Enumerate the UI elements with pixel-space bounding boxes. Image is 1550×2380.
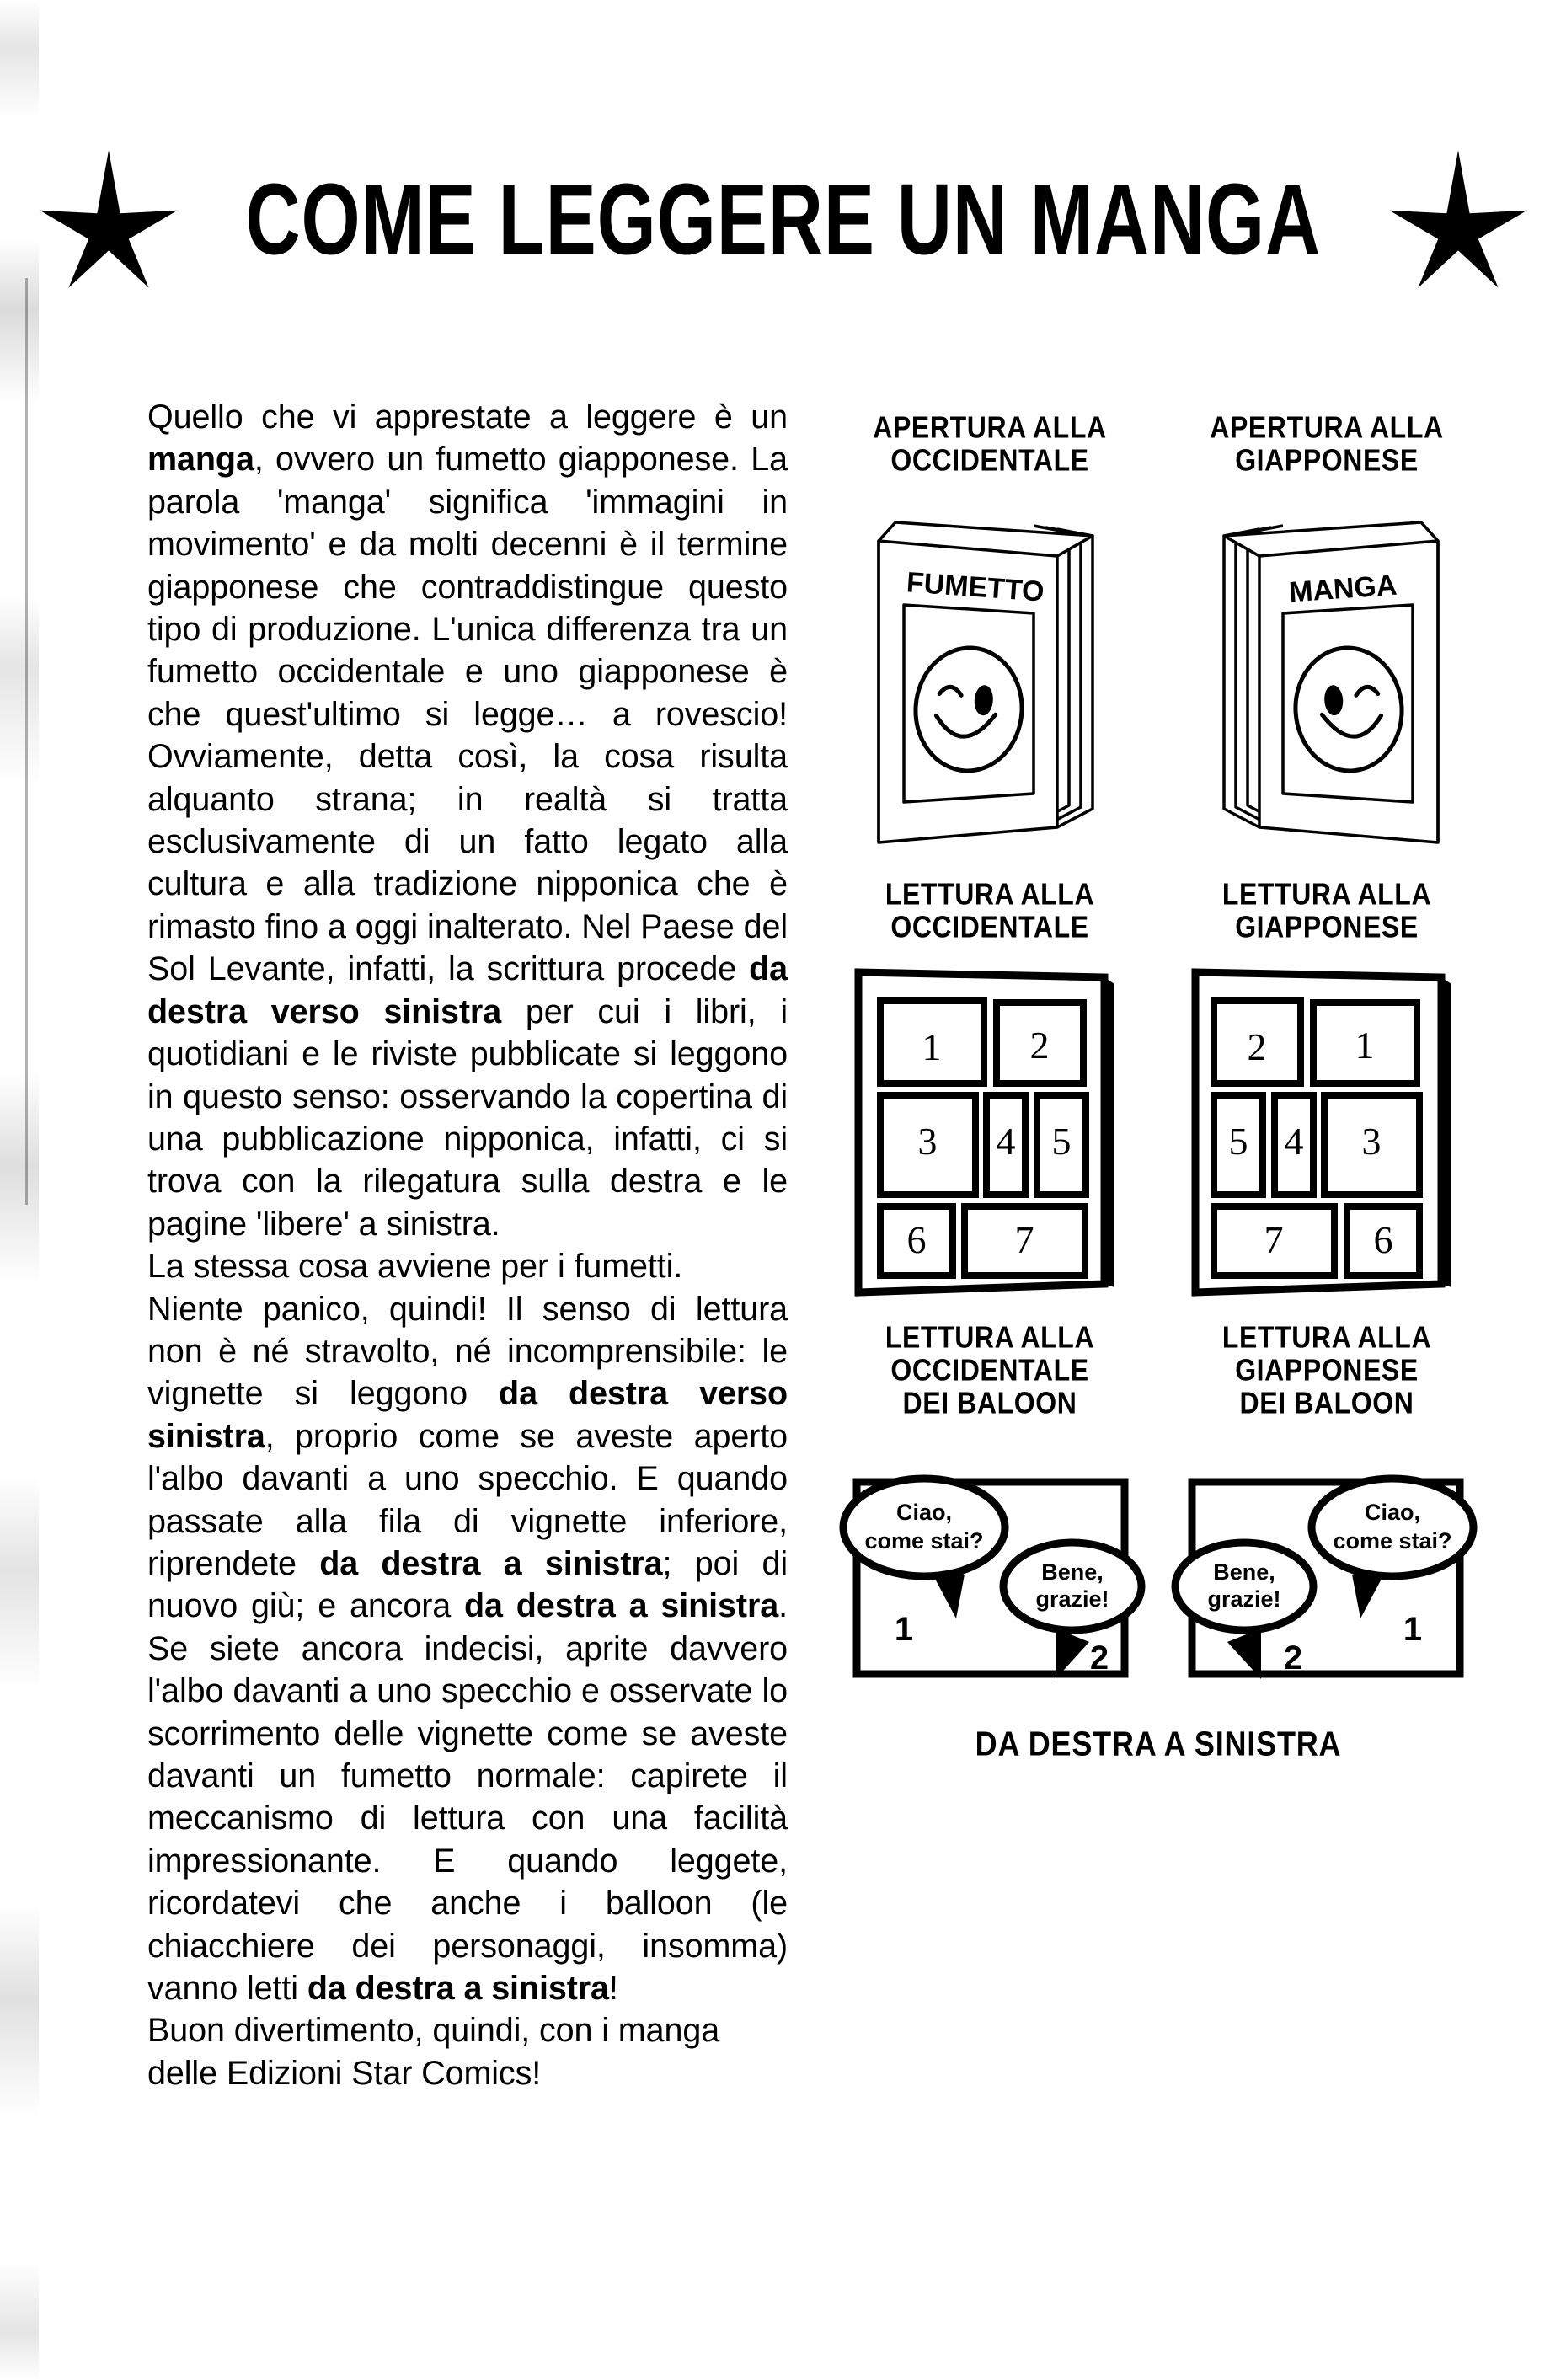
balloon-line: grazie! <box>1207 1586 1281 1612</box>
body-text: La stessa cosa avviene per i fumetti. <box>147 1248 683 1286</box>
body-text: Buon divertimento, quindi, con i manga delle Edizioni Star Comics! <box>147 2012 720 2092</box>
book-japanese <box>1158 497 1495 859</box>
balloon-captions <box>821 1321 1495 1420</box>
caption-apertura-giapponese: APERTURA ALLA GIAPPONESE <box>1210 409 1444 478</box>
article-body <box>147 396 788 2094</box>
panel-number: 7 <box>1014 1218 1034 1261</box>
scan-artifact-line <box>25 278 28 1205</box>
reading-order-captions <box>821 878 1495 944</box>
body-text: Niente panico, quindi! Il senso di lettura non è né stravolto, né incomprensibile: le vignette si leggono <box>147 1290 788 1413</box>
article-paragraph <box>147 2009 788 2094</box>
balloon-number: 1 <box>1403 1611 1423 1648</box>
scan-artifact-left-edge <box>0 0 39 2380</box>
body-text: ! <box>608 1970 618 2008</box>
balloon-western-icon <box>830 1441 1150 1694</box>
body-text: per cui i libri, i quotidiani e le riviste pubblicate si leggono in questo senso: osservando la copertina di una pubblicazione nipponica, infatti, ci si trova con la rilegatura sulla destra e le pagine 'libere' a sinistra. <box>147 992 788 1243</box>
body-text: , ovvero un fumetto giapponese. La parola 'manga' significa 'immagini in movimento' e da molti decenni è il termine giapponese che contraddistingue questo tipo di produzione. L'unica differenza tra un fumetto occidentale e uno giapponese è che quest'ultimo si legge… a rovescio! Ovviamente, detta così, la cosa risulta alquanto strana; in realtà si tratta esclusivamente di un fatto legato alla cultura e alla tradizione nipponica che è rimasto fino a oggi inalterato. Nel Paese del Sol Levante, infatti, la scrittura procede <box>147 441 788 988</box>
panel-number: 1 <box>1355 1024 1375 1067</box>
page-header <box>101 135 1466 303</box>
body-text: ; poi di nuovo giù; e ancora <box>147 1544 788 1625</box>
balloon-japanese-icon <box>1167 1441 1487 1694</box>
article-paragraph <box>147 1288 788 2010</box>
caption-baloon-giapponese: LETTURA ALLA GIAPPONESE DEI BALOON <box>1221 1319 1432 1420</box>
panel-number: 6 <box>1373 1218 1393 1261</box>
balloon-number: 1 <box>894 1611 914 1648</box>
caption-lettura-giapponese: LETTURA ALLA GIAPPONESE <box>1221 876 1432 944</box>
balloon-number: 2 <box>1283 1639 1303 1677</box>
panel-grids <box>821 962 1495 1299</box>
panel-number: 5 <box>1051 1120 1072 1163</box>
balloon-line: come stai? <box>1333 1528 1452 1554</box>
comic-page-japanese-icon <box>1184 962 1470 1299</box>
panel-number: 2 <box>1029 1024 1050 1067</box>
emphasis-text: da destra a sinistra <box>319 1544 663 1582</box>
panel-number: 6 <box>906 1218 927 1261</box>
book-fumetto-icon <box>847 497 1133 859</box>
opening-captions <box>821 411 1495 477</box>
caption-baloon-occidentale: LETTURA ALLA OCCIDENTALE DEI BALOON <box>885 1319 1095 1420</box>
book-manga-icon <box>1184 497 1470 859</box>
article-paragraph <box>147 1245 788 1287</box>
emphasis-text: manga <box>147 441 254 479</box>
balloon-line: grazie! <box>1035 1586 1109 1612</box>
balloon-number: 2 <box>1089 1639 1109 1677</box>
comic-page-western-icon <box>847 962 1133 1299</box>
panel-number: 4 <box>996 1120 1016 1163</box>
panel-number: 1 <box>922 1025 942 1068</box>
body-text: Quello che vi apprestate a leggere è un <box>147 398 788 436</box>
book-cover-title: FUMETTO <box>905 566 1045 608</box>
emphasis-text: da destra verso sinistra <box>147 1375 788 1455</box>
balloon-line: Bene, <box>1041 1559 1104 1585</box>
caption-lettura-occidentale: LETTURA ALLA OCCIDENTALE <box>885 876 1095 944</box>
balloon-panel-japanese <box>1158 1441 1495 1694</box>
emphasis-text: da destra verso sinistra <box>147 950 788 1030</box>
caption-apertura-occidentale: APERTURA ALLA OCCIDENTALE <box>873 409 1107 478</box>
panel-grid-japanese <box>1158 962 1495 1299</box>
body-text: . Se siete ancora indecisi, aprite davvero l'albo davanti a uno specchio e osservate lo scorrimento delle vignette come se aveste davanti un fumetto normale: capirete il meccanismo di lettura con una facilità impressionante. E quando leggete, ricordatevi che anche i balloon (le chiacchiere dei personaggi, insomma) vanno letti <box>147 1587 788 2008</box>
balloon-line: Ciao, <box>1364 1500 1421 1525</box>
panel-number: 5 <box>1228 1120 1248 1163</box>
balloon-panel-western <box>821 1441 1158 1694</box>
star-icon <box>1387 147 1530 291</box>
emphasis-text: da destra a sinistra <box>464 1587 779 1625</box>
star-icon <box>37 147 180 291</box>
book-figures <box>821 497 1495 859</box>
emphasis-text: da destra a sinistra <box>307 1970 609 2008</box>
figures-column <box>821 396 1495 1762</box>
page-title: COME LEGGERE UN MANGA <box>245 162 1322 276</box>
panel-number: 2 <box>1247 1025 1267 1068</box>
balloon-figures <box>821 1441 1495 1694</box>
body-text: , proprio come se aveste aperto l'albo davanti a uno specchio. E quando passate alla fila di vignette inferiore, riprendete <box>147 1417 788 1582</box>
book-western <box>821 497 1158 859</box>
footer-caption: DA DESTRA A SINISTRA <box>975 1724 1342 1763</box>
book-cover-title: MANGA <box>1287 569 1398 609</box>
panel-number: 3 <box>1361 1120 1382 1163</box>
balloon-line: come stai? <box>864 1528 984 1554</box>
panel-number: 3 <box>917 1120 938 1163</box>
balloon-line: Ciao, <box>895 1500 953 1525</box>
panel-number: 7 <box>1264 1218 1284 1261</box>
panel-grid-western <box>821 962 1158 1299</box>
balloon-line: Bene, <box>1213 1559 1275 1585</box>
article-paragraph <box>147 396 788 1245</box>
panel-number: 4 <box>1284 1120 1304 1163</box>
